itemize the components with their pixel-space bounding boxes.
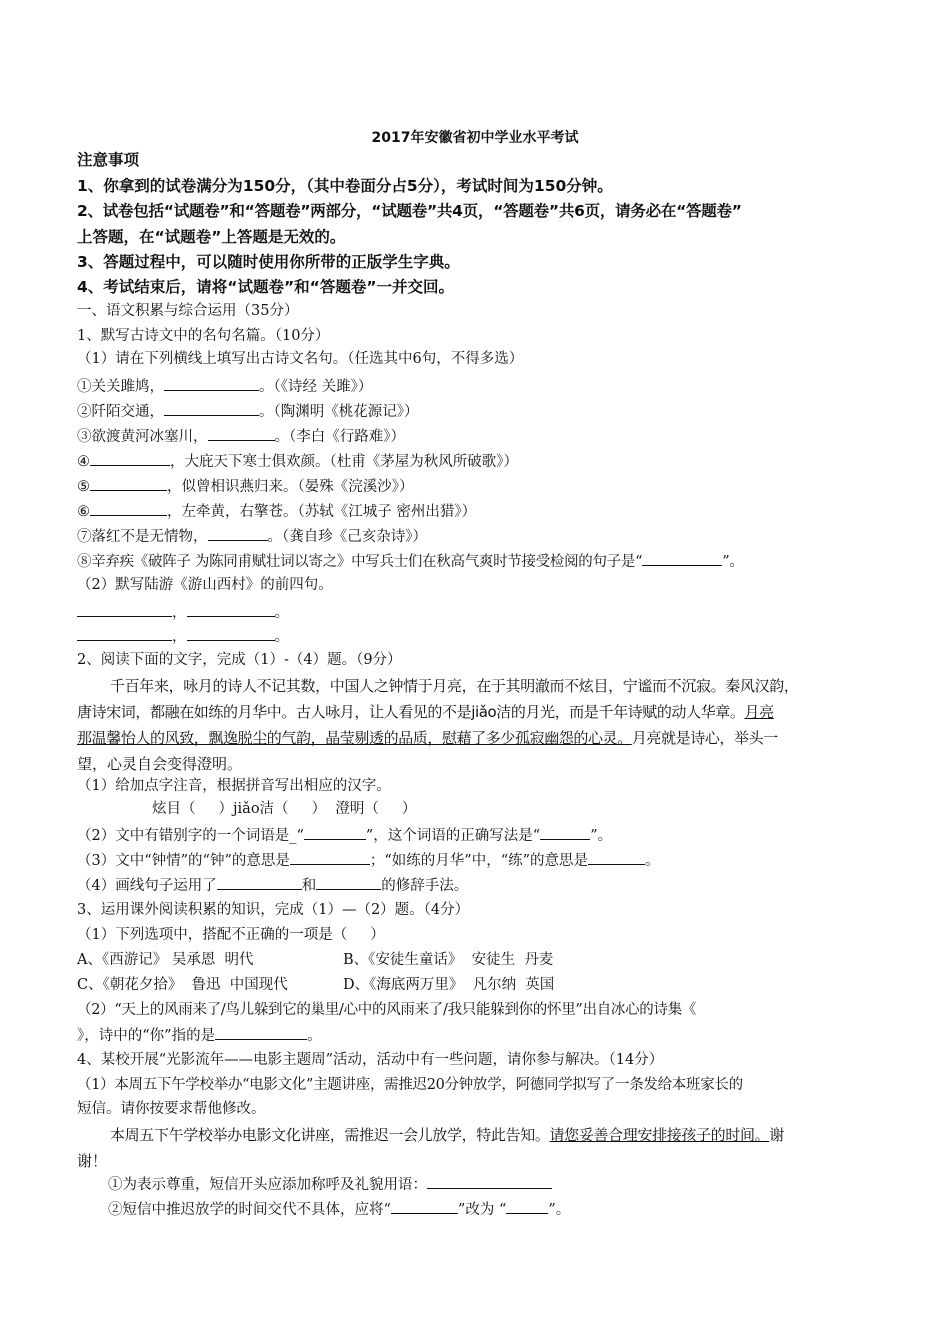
q2-sub3: （3）文中“钟情”的“钟”的意思是 ；“如练的月华”中，“练”的意思是 。 xyxy=(77,853,660,869)
q1-item-8: ⑧辛弃疾《破阵子 为陈同甫赋壮词以寄之》中写兵士们在秋高气爽时节接受检阅的句子是“ ”。 xyxy=(77,554,744,570)
note-3: 3、答题过程中，可以随时使用你所带的正版学生字典。 xyxy=(77,253,460,271)
passage-line-4: 望，心灵自会变得澄明。 xyxy=(77,755,243,773)
q4-item-1: ①为表示尊重，短信开头应添加称呼及礼貌用语： xyxy=(108,1175,552,1194)
q4-sub1a: （1）本周五下午学校举办“电影文化”主题讲座，需推迟20分钟放学，阿德同学拟写了一条发给本班家长的 xyxy=(77,1077,743,1093)
q4-stem: 4、某校开展“光影流年——电影主题周”活动，活动中有一些问题，请你参与解决。（14分） xyxy=(77,1052,664,1068)
q1-item-7: ⑦落红不是无情物， 。（龚自珍《己亥杂诗》） xyxy=(77,529,427,545)
blank[interactable] xyxy=(588,851,645,865)
blank[interactable] xyxy=(208,427,275,441)
blank[interactable] xyxy=(90,452,170,466)
blank[interactable] xyxy=(304,826,366,840)
blank[interactable] xyxy=(540,826,590,840)
passage-line-1: 千百年来，咏月的诗人不记其数，中国人之钟情于月亮，在于其明澈而不炫目，宁谧而不沉寂。秦风汉韵， xyxy=(110,677,799,695)
message-line-2: 谢！ xyxy=(77,1152,108,1170)
note-4: 4、考试结束后，请将“试题卷”和“答题卷”一并交回。 xyxy=(77,278,455,296)
notes-heading: 注意事项 xyxy=(77,151,140,169)
q2-sub1: （1）给加点字注音，根据拼音写出相应的汉字。 xyxy=(77,778,391,794)
q4-sub1b: 短信。请你按要求帮他修改。 xyxy=(77,1101,266,1117)
q3-sub1: （1）下列选项中，搭配不正确的一项是（ ） xyxy=(77,927,385,943)
blank[interactable] xyxy=(642,552,722,566)
blank[interactable] xyxy=(208,527,268,541)
q3-stem: 3、运用课外阅读积累的知识，完成（1）—（2）题。（4分） xyxy=(77,902,470,918)
blank[interactable] xyxy=(90,477,167,491)
note-1: 1、你拿到的试卷满分为150分，（其中卷面分占5分），考试时间为150分钟。 xyxy=(77,177,613,195)
blank[interactable] xyxy=(77,627,172,641)
q2-sub4: （4）画线句子运用了 和 的修辞手法。 xyxy=(77,878,469,894)
blank[interactable] xyxy=(391,1200,458,1214)
q1-stem: 1、默写古诗文中的名句名篇。（10分） xyxy=(77,328,330,344)
blank[interactable] xyxy=(215,1026,307,1040)
q1-sub1: （1）请在下列横线上填写出古诗文名句。（任选其中6句，不得多选） xyxy=(77,351,524,367)
blank[interactable] xyxy=(164,402,259,416)
q2-sub1-line: 炫目（ ）jiǎo洁（ ） 澄明（ ） xyxy=(152,801,417,817)
q1-sub2: （2）默写陆游《游山西村》的前四句。 xyxy=(77,577,333,593)
q3-option-d: D、《海底两万里》 凡尔纳 英国 xyxy=(343,977,555,993)
blank[interactable] xyxy=(427,1175,552,1189)
q3-option-c: C、《朝花夕拾》 鲁迅 中国现代 xyxy=(77,977,288,993)
q1-item-6: ⑥ ，左牵黄，右擎苍。（苏轼《江城子 密州出猎》） xyxy=(77,504,477,520)
q1-item-3: ③欲渡黄河冰塞川， 。（李白《行路难》） xyxy=(77,429,405,445)
blank[interactable] xyxy=(316,876,381,890)
blank[interactable] xyxy=(187,603,275,617)
note-2a: 2、试卷包括“试题卷”和“答题卷”两部分，“试题卷”共4页，“答题卷”共6页，请务必在“答题卷” xyxy=(77,202,742,220)
part1-heading: 一、语文积累与综合运用（35分） xyxy=(77,303,299,319)
q4-item-2: ②短信中推迟放学的时间交代不具体，应将“ ”改为 “ ”。 xyxy=(108,1202,571,1218)
message-line-1: 本周五下午学校举办电影文化讲座，需推迟一会儿放学，特此告知。请您妥善合理安排接孩子的时间。谢 xyxy=(110,1126,784,1144)
blank[interactable] xyxy=(77,603,172,617)
q1-item-2: ②阡陌交通， 。（陶渊明《桃花源记》） xyxy=(77,404,419,420)
passage-line-3: 那温馨怡人的风致，飘逸脱尘的气韵，晶莹剔透的品质，慰藉了多少孤寂幽怨的心灵。月亮就是诗心，举头一 xyxy=(77,729,778,747)
blank[interactable] xyxy=(164,377,259,391)
q1-item-5: ⑤ ，似曾相识燕归来。（晏殊《浣溪沙》） xyxy=(77,479,414,495)
q1-item-1: ①关关雎鸠， 。（《诗经 关雎》） xyxy=(77,379,373,395)
passage-line-2: 唐诗宋词，都融在如练的月华中。古人咏月，让人看见的不是jiǎo洁的月光，而是千年诗赋的动人华章。月亮 xyxy=(77,703,774,721)
blank[interactable] xyxy=(187,627,275,641)
note-2b: 上答题，在“试题卷”上答题是无效的。 xyxy=(77,228,346,246)
blank[interactable] xyxy=(506,1200,548,1214)
q3-sub2a: （2）“天上的风雨来了/鸟儿躲到它的巢里/心中的风雨来了/我只能躲到你的怀里”出自冰心的诗集《 xyxy=(77,1002,697,1018)
q3-sub2b: 》，诗中的“你”指的是 。 xyxy=(77,1028,322,1044)
blank[interactable] xyxy=(90,502,167,516)
poem-line-1: ， 。 xyxy=(77,603,289,622)
exam-title: 2017年安徽省初中学业水平考试 xyxy=(371,130,579,146)
poem-line-2: ， 。 xyxy=(77,627,289,646)
q1-item-4: ④ ，大庇天下寒士俱欢颜。（杜甫《茅屋为秋风所破歌》） xyxy=(77,454,518,470)
blank[interactable] xyxy=(217,876,302,890)
q3-option-b: B、《安徒生童话》 安徒生 丹麦 xyxy=(343,952,554,968)
blank[interactable] xyxy=(290,851,370,865)
q3-option-a: A、《西游记》 吴承恩 明代 xyxy=(77,952,254,968)
q2-sub2: （2）文中有错别字的一个词语是_“ ”，这个词语的正确写法是“ ”。 xyxy=(77,828,613,844)
q2-stem: 2、阅读下面的文字，完成（1）-（4）题。（9分） xyxy=(77,652,402,668)
